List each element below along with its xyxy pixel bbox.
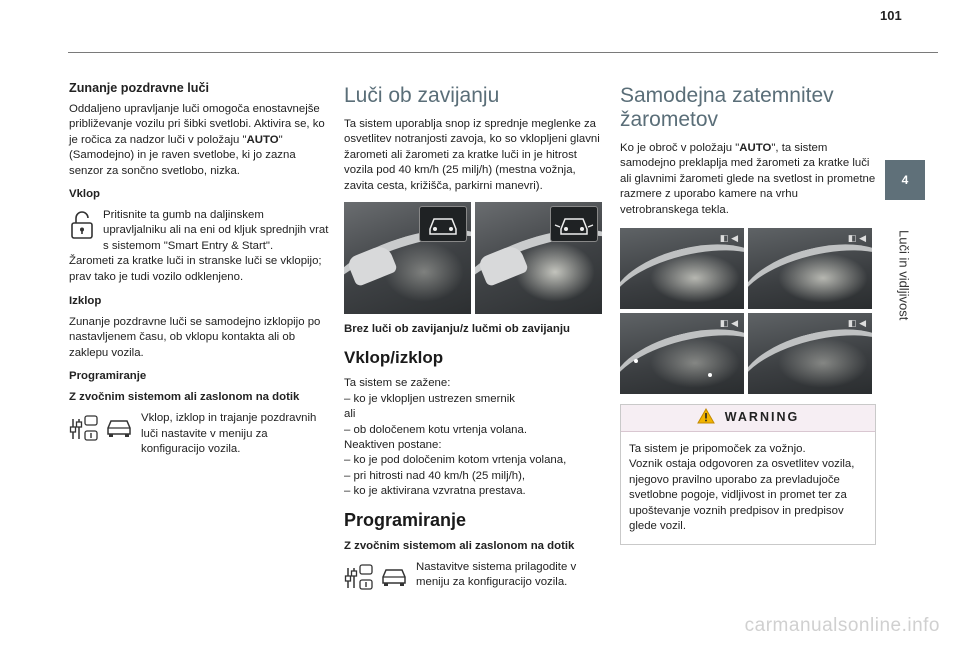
welcome-intro-pre: Oddaljeno upravljanje luči omogoča enostavnejše približevanje vozilu pri šibki svetlobi. Aktivira se, ko je ročica za nadzor luči v položaju " xyxy=(69,103,325,146)
warning-title: WARNING xyxy=(724,410,800,425)
column-cornering-lights xyxy=(344,84,602,599)
illustration-tile xyxy=(620,228,744,309)
chapter-tab: 4 xyxy=(885,160,925,200)
welcome-intro xyxy=(69,102,329,179)
on-label: Vklop xyxy=(69,188,101,201)
car-front-lights-icon xyxy=(550,206,598,242)
on-off-line: Ta sistem se zažene: xyxy=(344,377,451,390)
column-auto-dipping xyxy=(620,84,878,545)
on-off-line: – ko je aktivirana vzvratna prestava. xyxy=(344,485,526,498)
on-off-line: – ob določenem kotu vrtenja volana. xyxy=(344,423,528,436)
programming-paragraph-2 xyxy=(344,560,602,591)
auto-intro-pre: Ko je obroč v položaju " xyxy=(620,142,740,154)
on-paragraph xyxy=(69,208,329,285)
on-off-list xyxy=(344,376,602,499)
warning-line: Voznik ostaja odgovoren za osvetlitev vozila, njegovo pravilno uporabo za prevladujoče svetlobne pogoje, vidljivost in promet ter za upoštevanje voznih predpisov in predpisov glede vozil. xyxy=(629,458,855,533)
on-off-line: – ko je vklopljen ustrezen smernik xyxy=(344,392,515,405)
headlight-indicator-icon: ◧ ◀ xyxy=(847,234,866,245)
car-icon xyxy=(105,413,133,444)
programming-text-2: Nastavitve sistema prilagodite v meniju za konfiguracijo vozila. xyxy=(416,560,577,589)
header-rule xyxy=(68,52,938,53)
programming-sub: Z zvočnim sistemom ali zaslonom na dotik xyxy=(69,391,300,404)
headlight-indicator-icon: ◧ ◀ xyxy=(847,319,866,330)
cornering-intro: Ta sistem uporablja snop iz sprednje meglenke za osvetlitev notranjosti zavoja, ko so vklopljeni glavni žarometi ali žarometi za kratke luči in je hitrost vozila pod 40 km/h (25 milj/h) (mestna vožnja, zavita cesta, križišča, parkirni manevri). xyxy=(344,118,600,192)
warning-box xyxy=(620,404,876,545)
auto-intro-auto: AUTO xyxy=(739,142,772,154)
warning-header xyxy=(621,405,875,432)
illustration-tile xyxy=(748,228,872,309)
section-heading-programming: Programiranje xyxy=(344,509,467,530)
programming-text: Vklop, izklop in trajanje pozdravnih luči nastavite v meniju za konfiguracijo vozila. xyxy=(141,412,317,456)
car-front-icon xyxy=(419,206,467,242)
auto-intro-post: ", ta sistem samodejno preklaplja med žarometi za kratke luči ali glavnimi žarometi glede na svetlost in prometne razmere z uporabo kamere na vrhu vetrobranskega tekla. xyxy=(620,142,876,216)
warning-triangle-icon xyxy=(697,408,715,428)
on-off-line: – ko je pod določenim kotom vrtenja volana, xyxy=(344,454,567,467)
on-text: Pritisnite ta gumb na daljinskem upravljalniku ali na eni od kljuk sprednjih vrat s sistemom "Smart Entry & Start". xyxy=(103,209,329,252)
section-heading-cornering: Luči ob zavijanju xyxy=(344,84,500,107)
settings-sliders-icon xyxy=(344,562,374,597)
cornering-illustrations xyxy=(344,202,602,314)
chapter-title: Luči in vidljivost xyxy=(896,230,912,321)
auto-dipping-illustrations xyxy=(620,228,878,394)
illustration-without-cornering xyxy=(344,202,471,314)
illustration-with-cornering xyxy=(475,202,602,314)
section-heading-on-off: Vklop/izklop xyxy=(344,348,444,368)
headlight-indicator-icon: ◧ ◀ xyxy=(719,319,738,330)
car-icon xyxy=(380,562,408,593)
headlight-indicator-icon: ◧ ◀ xyxy=(719,234,738,245)
illustration-tile xyxy=(748,313,872,394)
column-welcome-lights xyxy=(69,80,329,458)
section-heading-auto-dipping: Samodejna zatemnitev žarometov xyxy=(620,84,834,131)
watermark: carmanualsonline.info xyxy=(744,615,940,636)
illustration-tile xyxy=(620,313,744,394)
off-label: Izklop xyxy=(69,295,102,308)
off-text: Zunanje pozdravne luči se samodejno izklopijo po nastavljenem času, ob vklopu kontakta ali ob zaklepu vozila. xyxy=(69,316,321,359)
on-off-line: – pri hitrosti nad 40 km/h (25 milj/h), xyxy=(344,469,526,482)
settings-sliders-icon xyxy=(69,413,99,448)
warning-line: Ta sistem je pripomoček za vožnjo. xyxy=(629,443,806,456)
on-off-line: Neaktiven postane: xyxy=(344,439,442,452)
section-heading-welcome-lights: Zunanje pozdravne luči xyxy=(69,81,209,95)
on-off-line: ali xyxy=(344,408,356,421)
auto-dipping-intro xyxy=(620,141,878,218)
programming-label: Programiranje xyxy=(69,370,147,383)
unlock-icon xyxy=(69,210,95,245)
page-number: 101 xyxy=(880,8,902,23)
welcome-intro-post: " (Samodejno) in je raven svetlobe, ki jo zazna senzor za sončno svetlobo, nizka. xyxy=(69,133,296,177)
warning-body xyxy=(621,432,875,544)
welcome-intro-auto: AUTO xyxy=(246,133,279,146)
programming-paragraph xyxy=(69,411,329,457)
on-text-2: Žarometi za kratke luči in stranske luči se vklopijo; prav tako je tudi vozilo odklenjeno. xyxy=(69,255,322,283)
illustration-caption: Brez luči ob zavijanju/z lučmi ob zavijanju xyxy=(344,323,570,336)
programming-sub-2: Z zvočnim sistemom ali zaslonom na dotik xyxy=(344,539,575,552)
